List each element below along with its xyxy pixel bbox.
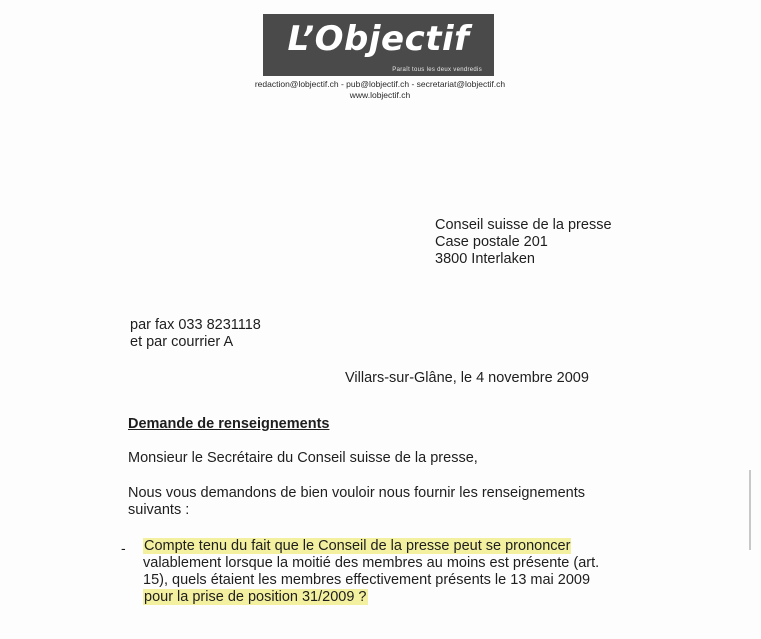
bullet-line-4 [143,589,368,606]
delivery-line-1: par fax 033 8231118 [130,317,261,333]
delivery-line-2: et par courrier A [130,334,234,350]
intro-line-1: Nous vous demandons de bien vouloir nous fournir les renseignements [128,485,586,501]
logo-tagline: Paraît tous les deux vendredis [392,67,482,73]
intro-line-2: suivants : [128,502,190,518]
bullet-dash: - [121,540,126,556]
bullet-line-2: valablement lorsque la moitié des membres au moins est présente (art. [143,555,600,571]
bullet-line-1 [143,538,571,555]
letterhead-website: www.lobjectif.ch [349,90,411,100]
salutation: Monsieur le Secrétaire du Conseil suisse de la presse, [128,450,478,466]
bullet-line-3: 15), quels étaient les membres effectivement présents le 13 mai 2009 [143,572,591,588]
scan-margin-mark [749,470,751,550]
recipient-line-3: 3800 Interlaken [435,251,535,267]
letterhead-logo [263,14,494,76]
place-date: Villars-sur-Glâne, le 4 novembre 2009 [345,370,589,386]
recipient-line-1: Conseil suisse de la presse [435,217,612,233]
subject-heading: Demande de renseignements [128,416,330,432]
highlighted-text: pour la prise de position 31/2009 ? [144,589,367,605]
logo-text: L’Objectif [287,19,470,59]
highlighted-text: Compte tenu du fait que le Conseil de la presse peut se prononcer [144,538,571,554]
recipient-line-2: Case postale 201 [435,234,548,250]
letterhead-contacts: redaction@lobjectif.ch - pub@lobjectif.ch - secretariat@lobjectif.ch [254,79,506,89]
